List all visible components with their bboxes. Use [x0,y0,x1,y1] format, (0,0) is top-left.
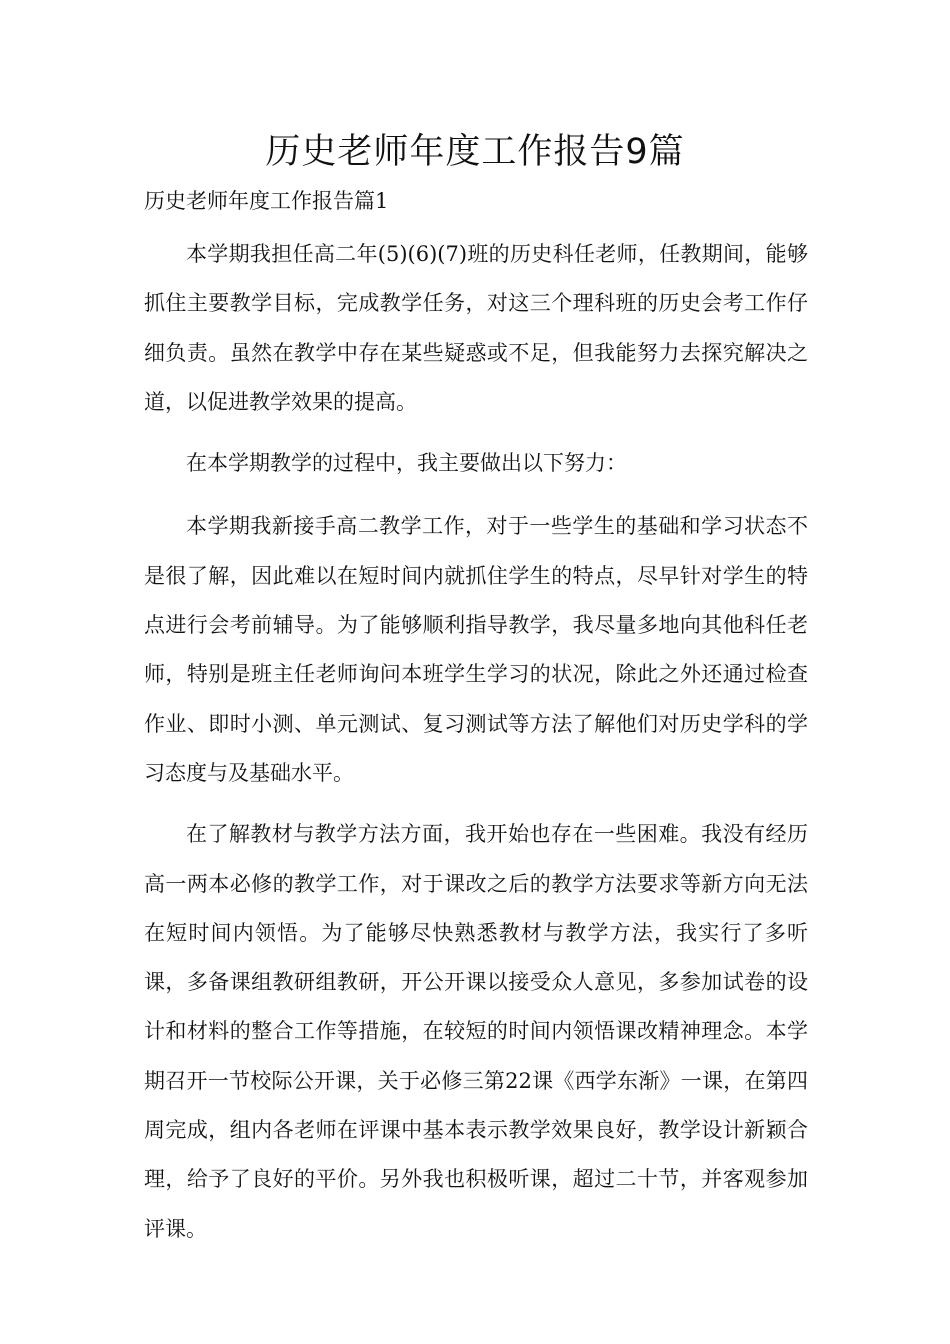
section-heading: 历史老师年度工作报告篇1 [144,189,389,213]
paragraph-efforts-lead: 在本学期教学的过程中，我主要做出以下努力： [186,451,627,476]
paragraph-student-understanding: 本学期我新接手高二教学工作，对于一些学生的基础和学习状态不是很了解，因此难以在短时间内就抓住学生的特点，尽早针对学生的特点进行会考前辅导。为了能够顺利指导教学，我尽量多地向其他科任老师，特别是班主任老师询问本班学生学习的状况，除此之外还通过检查作业、即时小测、单元测试、复习测试等方法了解他们对历史学科的学习态度与及基础水平。 [144,514,808,785]
document-title: 历史老师年度工作报告9篇 [265,132,685,172]
paragraph-intro: 本学期我担任高二年(5)(6)(7)班的历史科任老师，任教期间，能够抓住主要教学目标，完成教学任务，对这三个理科班的历史会考工作仔细负责。虽然在教学中存在某些疑惑或不足，但我能努力去探究解决之道，以促进教学效果的提高。 [144,242,808,414]
paragraph-teaching-methods: 在了解教材与教学方法方面，我开始也存在一些困难。我没有经历高一两本必修的教学工作，对于课改之后的教学方法要求等新方向无法在短时间内领悟。为了能够尽快熟悉教材与教学方法，我实行了多听课，多备课组教研组教研，开公开课以接受众人意见，多参加试卷的设计和材料的整合工作等措施，在较短的时间内领悟课改精神理念。本学期召开一节校际公开课，关于必修三第22课《西学东渐》一课，在第四周完成，组内各老师在评课中基本表示教学效果良好，教学设计新颖合理，给予了良好的平价。另外我也积极听课，超过二十节，并客观参加评课。 [144,822,808,1241]
document-body [144,230,808,1266]
